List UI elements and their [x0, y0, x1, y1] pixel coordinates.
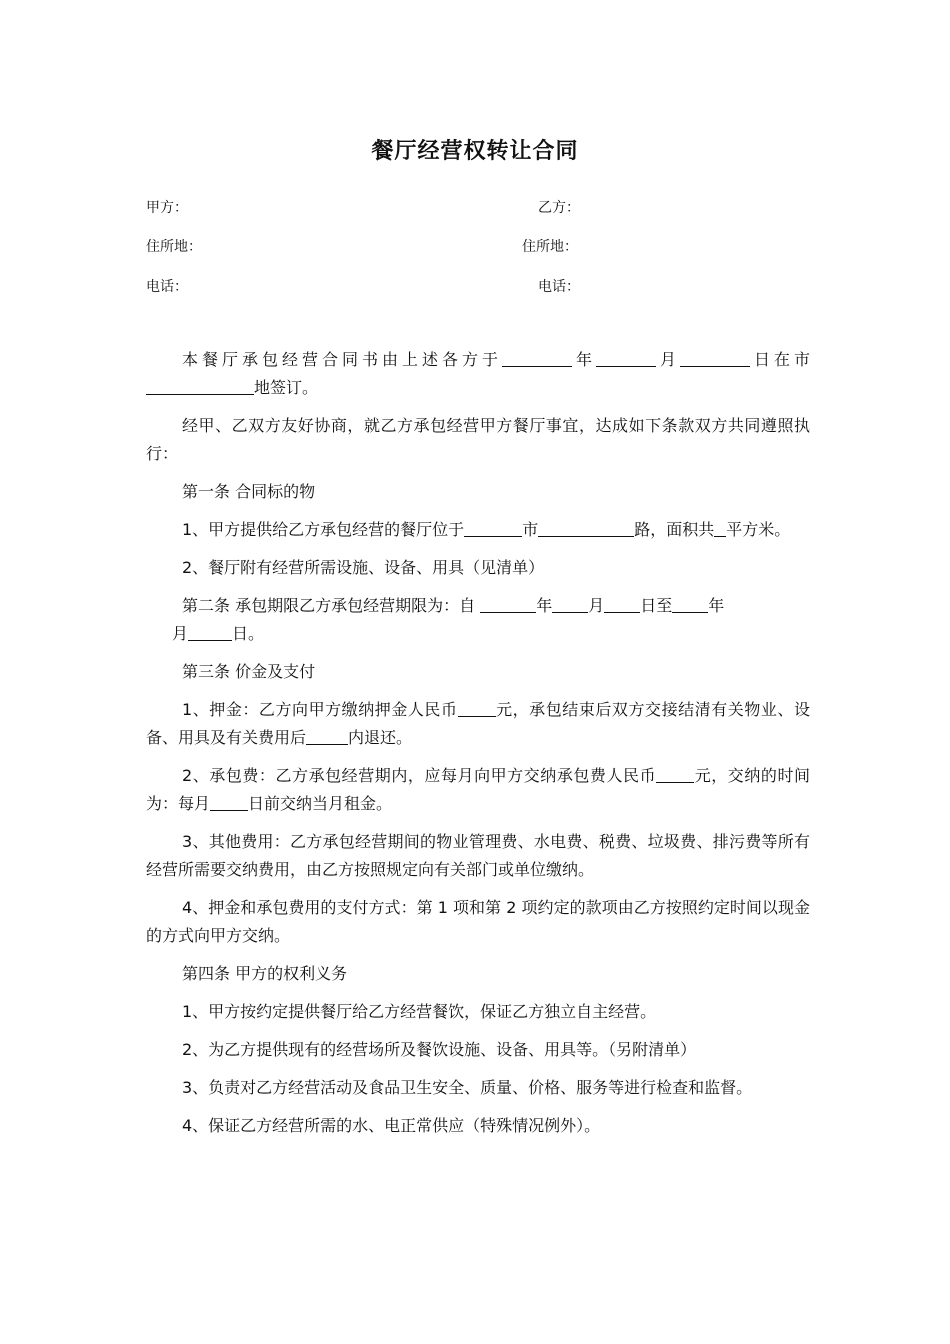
- article-1-item-2: 2、餐厅附有经营所需设施、设备、用具（见清单）: [182, 558, 545, 577]
- deposit-text: 1、押金：乙方向甲方缴纳押金人民币: [182, 700, 458, 719]
- signing-paragraph: [146, 346, 810, 402]
- month-unit: 月: [588, 596, 605, 615]
- party-b-phone-label: 电话：: [538, 279, 580, 295]
- document-title: 餐厅经营权转让合同: [371, 139, 579, 164]
- area-text: 路，面积共: [634, 520, 715, 539]
- blank-end-year: [672, 594, 708, 613]
- signing-end: 地签订。: [254, 378, 319, 397]
- year-unit: 年: [536, 596, 553, 615]
- article-4-heading: 第四条 甲方的权利义务: [182, 964, 348, 983]
- blank-fee: [656, 764, 694, 783]
- blank-pay-day: [210, 792, 248, 811]
- area-unit: 平方米。: [726, 520, 791, 539]
- article-3-item-1: [146, 696, 810, 752]
- article-1-item-1: [146, 516, 810, 544]
- party-b-address-label: 住所地：: [522, 239, 578, 255]
- party-a-phone-label: 电话：: [146, 279, 188, 295]
- day-city-text: 日在市: [749, 350, 810, 369]
- article-2-term: [146, 592, 810, 648]
- deposit-end: 内退还。: [348, 728, 413, 747]
- article-3-heading: 第三条 价金及支付: [182, 662, 316, 681]
- party-a-label: 甲方：: [146, 200, 188, 216]
- fee-text: 2、承包费：乙方承包经营期内，应每月向甲方交纳承包费人民币: [182, 766, 657, 785]
- year-unit: 年: [708, 596, 725, 615]
- fee-end: 日前交纳当月租金。: [248, 794, 393, 813]
- article-4-item-1: 1、甲方按约定提供餐厅给乙方经营餐饮，保证乙方独立自主经营。: [182, 1002, 657, 1021]
- contract-body: [146, 346, 810, 1150]
- blank-city: [464, 518, 522, 537]
- blank-road: [538, 518, 634, 537]
- article-3-item-3: 3、其他费用：乙方承包经营期间的物业管理费、水电费、税费、垃圾费、排污费等所有经营所需要交纳费用，由乙方按照规定向有关部门或单位缴纳。: [146, 832, 810, 879]
- item-text: 1、甲方提供给乙方承包经营的餐厅位于: [182, 520, 465, 539]
- blank-start-day: [604, 594, 640, 613]
- party-b-label: 乙方：: [538, 200, 580, 216]
- blank-area: [714, 518, 726, 537]
- blank-start-month: [552, 594, 588, 613]
- blank-year: [502, 348, 572, 367]
- preamble-paragraph: 经甲、乙双方友好协商，就乙方承包经营甲方餐厅事宜，达成如下条款双方共同遵照执行：: [146, 416, 810, 463]
- year-unit: 年: [571, 350, 596, 369]
- article-1-heading: 第一条 合同标的物: [182, 482, 316, 501]
- article-3-item-2: [146, 762, 810, 818]
- city-unit: 市: [522, 520, 539, 539]
- month-unit: 月: [172, 624, 189, 643]
- party-a-address-label: 住所地：: [146, 239, 202, 255]
- deposit-text-2: 元，承包结束后双方交接结清有关物业、设备、用具及有关费用后: [146, 700, 810, 747]
- blank-place: [146, 376, 254, 395]
- fee-text-2: 元，交纳的时间为：每月: [146, 766, 810, 813]
- term-text: 第二条 承包期限乙方承包经营期限为：自: [182, 596, 476, 615]
- blank-day: [680, 348, 750, 367]
- article-4-item-4: 4、保证乙方经营所需的水、电正常供应（特殊情况例外）。: [182, 1116, 601, 1135]
- month-unit: 月: [655, 350, 680, 369]
- blank-month: [596, 348, 656, 367]
- blank-end-day: [188, 622, 232, 641]
- article-4-item-3: 3、负责对乙方经营活动及食品卫生安全、质量、价格、服务等进行检查和监督。: [182, 1078, 753, 1097]
- day-to-text: 日至: [640, 596, 673, 615]
- article-4-item-2: 2、为乙方提供现有的经营场所及餐饮设施、设备、用具等。（另附清单）: [182, 1040, 697, 1059]
- signing-text: 本餐厅承包经营合同书由上述各方于: [182, 350, 502, 369]
- article-3-item-4: 4、押金和承包费用的支付方式：第 1 项和第 2 项约定的款项由乙方按照约定时间以现金的方式向甲方交纳。: [146, 898, 810, 945]
- day-unit: 日。: [232, 624, 265, 643]
- blank-refund-period: [306, 726, 348, 745]
- blank-start-year: [480, 594, 536, 613]
- blank-deposit: [458, 698, 496, 717]
